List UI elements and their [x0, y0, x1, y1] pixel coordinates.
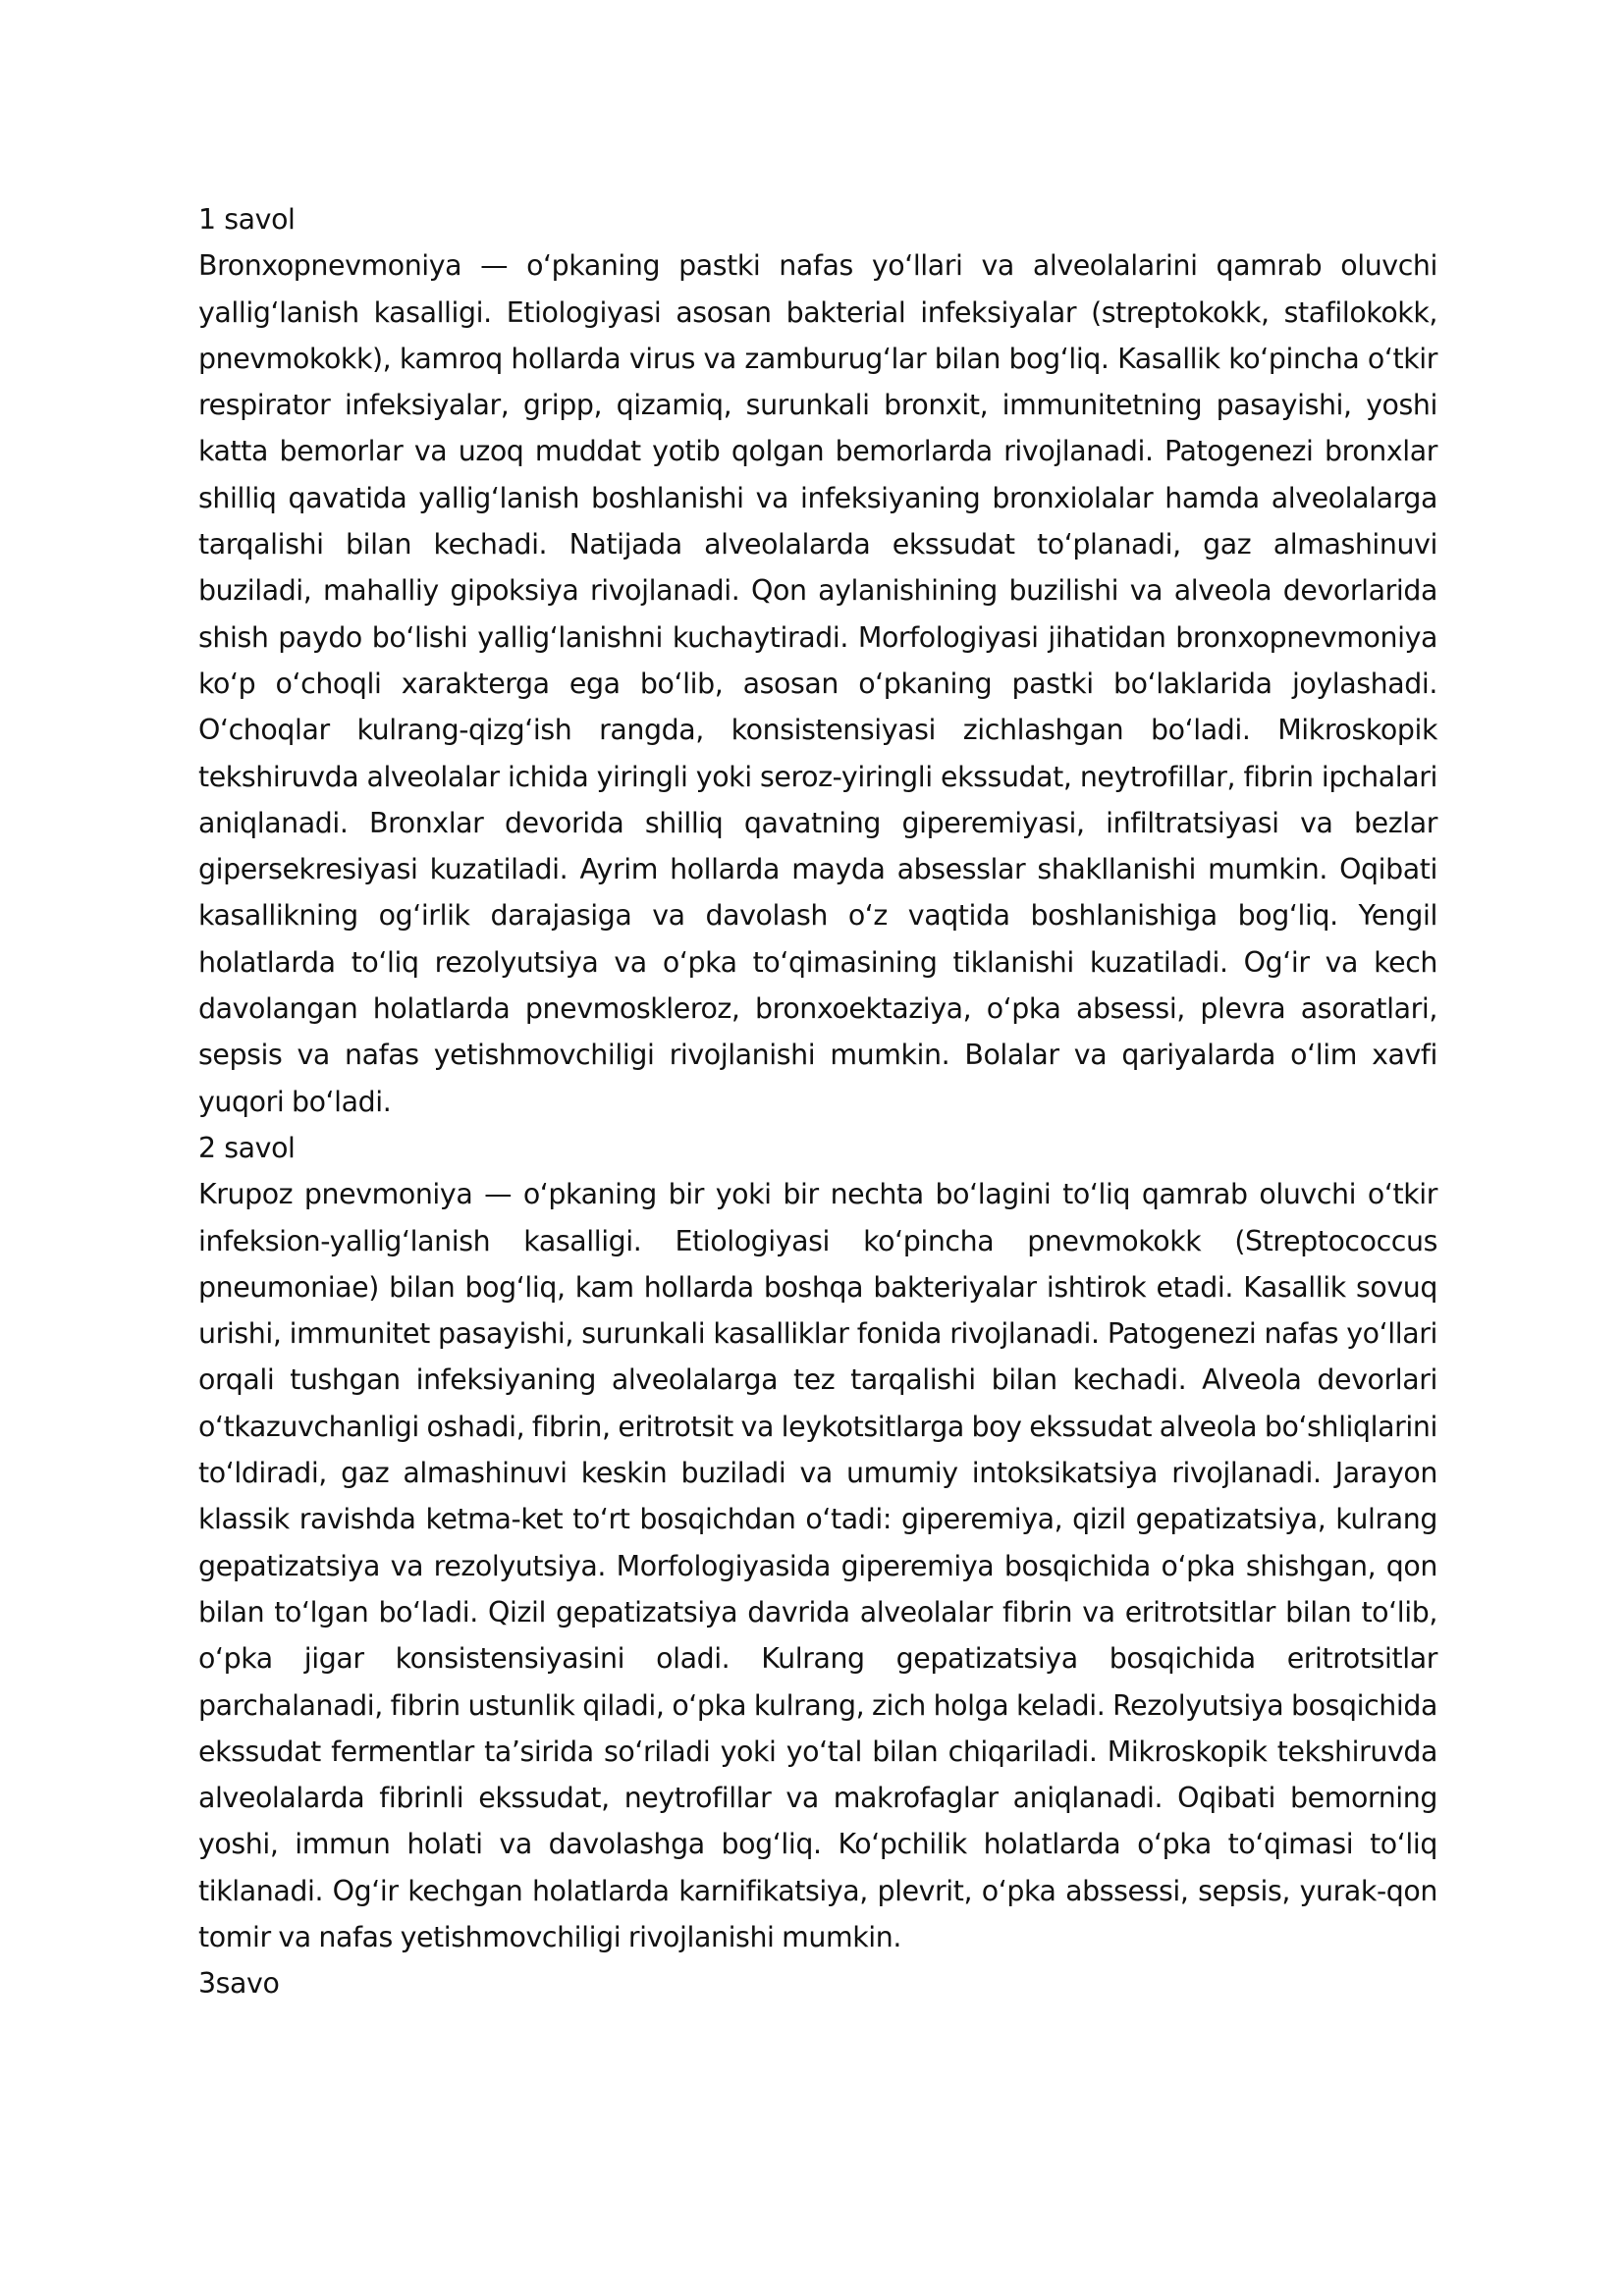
question-3-heading: 3savo: [198, 1967, 280, 2001]
document-page: [198, 196, 1437, 2007]
question-1-answer: Bronxopnevmoniya — o‘pkaning pastki nafas yo‘llari va alveolalarini qamrab oluvchi yallig‘lanish kasalligi. Etiologiyasi asosan bakterial infeksiyalar (streptokokk, stafilokokk, pnevmokokk), kamroq hollarda virus va zamburug‘lar bilan bog‘liq. Kasallik ko‘pincha o‘tkir respirator infeksiyalar, gripp, qizamiq, surunkali bronxit, immunitetning pasayishi, yoshi katta bemorlar va uzoq muddat yotib qolgan bemorlarda rivojlanadi. Patogenezi bronxlar shilliq qavatida yallig‘lanish boshlanishi va infeksiyaning bronxiolalar hamda alveolalarga tarqalishi bilan kechadi. Natijada alveolalarda ekssudat to‘planadi, gaz almashinuvi buziladi, mahalliy gipoksiya rivojlanadi. Qon aylanishining buzilishi va alveola devorlarida shish paydo bo‘lishi yallig‘lanishni kuchaytiradi. Morfologiyasi jihatidan bronxopnevmoniya ko‘p o‘choqli xarakterga ega bo‘lib, asosan o‘pkaning pastki bo‘laklarida joylashadi. O‘choqlar kulrang-qizg‘ish rangda, konsistensiyasi zichlashgan bo‘ladi. Mikroskopik tekshiruvda alveolalar ichida yiringli yoki seroz-yiringli ekssudat, neytrofillar, fibrin ipchalari aniqlanadi. Bronxlar devorida shilliq qavatning giperemiyasi, infiltratsiyasi va bezlar gipersekresiyasi kuzatiladi. Ayrim hollarda mayda absesslar shakllanishi mumkin. Oqibati kasallikning og‘irlik darajasiga va davolash o‘z vaqtida boshlanishiga bog‘liq. Yengil holatlarda to‘liq rezolyutsiya va o‘pka to‘qimasining tiklanishi kuzatiladi. Og‘ir va kech davolangan holatlarda pnevmoskleroz, bronxoektaziya, o‘pka absessi, plevra asoratlari, sepsis va nafas yetishmovchiligi rivojlanishi mumkin. Bolalar va qariyalarda o‘lim xavfi yuqori bo‘ladi.: [198, 249, 1437, 1118]
question-2-answer: Krupoz pnevmoniya — o‘pkaning bir yoki bir nechta bo‘lagini to‘liq qamrab oluvchi o‘tkir infeksion-yallig‘lanish kasalligi. Etiologiyasi ko‘pincha pnevmokokk (Streptococcus pneumoniae) bilan bog‘liq, kam hollarda boshqa bakteriyalar ishtirok etadi. Kasallik sovuq urishi, immunitet pasayishi, surunkali kasalliklar fonida rivojlanadi. Patogenezi nafas yo‘llari orqali tushgan infeksiyaning alveolalarga tez tarqalishi bilan kechadi. Alveola devorlari o‘tkazuvchanligi oshadi, fibrin, eritrotsit va leykotsitlarga boy ekssudat alveola bo‘shliqlarini to‘ldiradi, gaz almashinuvi keskin buziladi va umumiy intoksikatsiya rivojlanadi. Jarayon klassik ravishda ketma-ket to‘rt bosqichdan o‘tadi: giperemiya, qizil gepatizatsiya, kulrang gepatizatsiya va rezolyutsiya. Morfologiyasida giperemiya bosqichida o‘pka shishgan, qon bilan to‘lgan bo‘ladi. Qizil gepatizatsiya davrida alveolalar fibrin va eritrotsitlar bilan to‘lib, o‘pka jigar konsistensiyasini oladi. Kulrang gepatizatsiya bosqichida eritrotsitlar parchalanadi, fibrin ustunlik qiladi, o‘pka kulrang, zich holga keladi. Rezolyutsiya bosqichida ekssudat fermentlar ta’sirida so‘riladi yoki yo‘tal bilan chiqariladi. Mikroskopik tekshiruvda alveolalarda fibrinli ekssudat, neytrofillar va makrofaglar aniqlanadi. Oqibati bemorning yoshi, immun holati va davolashga bog‘liq. Ko‘pchilik holatlarda o‘pka to‘qimasi to‘liq tiklanadi. Og‘ir kechgan holatlarda karnifikatsiya, plevrit, o‘pka abssessi, sepsis, yurak-qon tomir va nafas yetishmovchiligi rivojlanishi mumkin.: [198, 1178, 1437, 1953]
question-2-heading: 2 savol: [198, 1131, 296, 1164]
question-1-heading: 1 savol: [198, 203, 296, 236]
